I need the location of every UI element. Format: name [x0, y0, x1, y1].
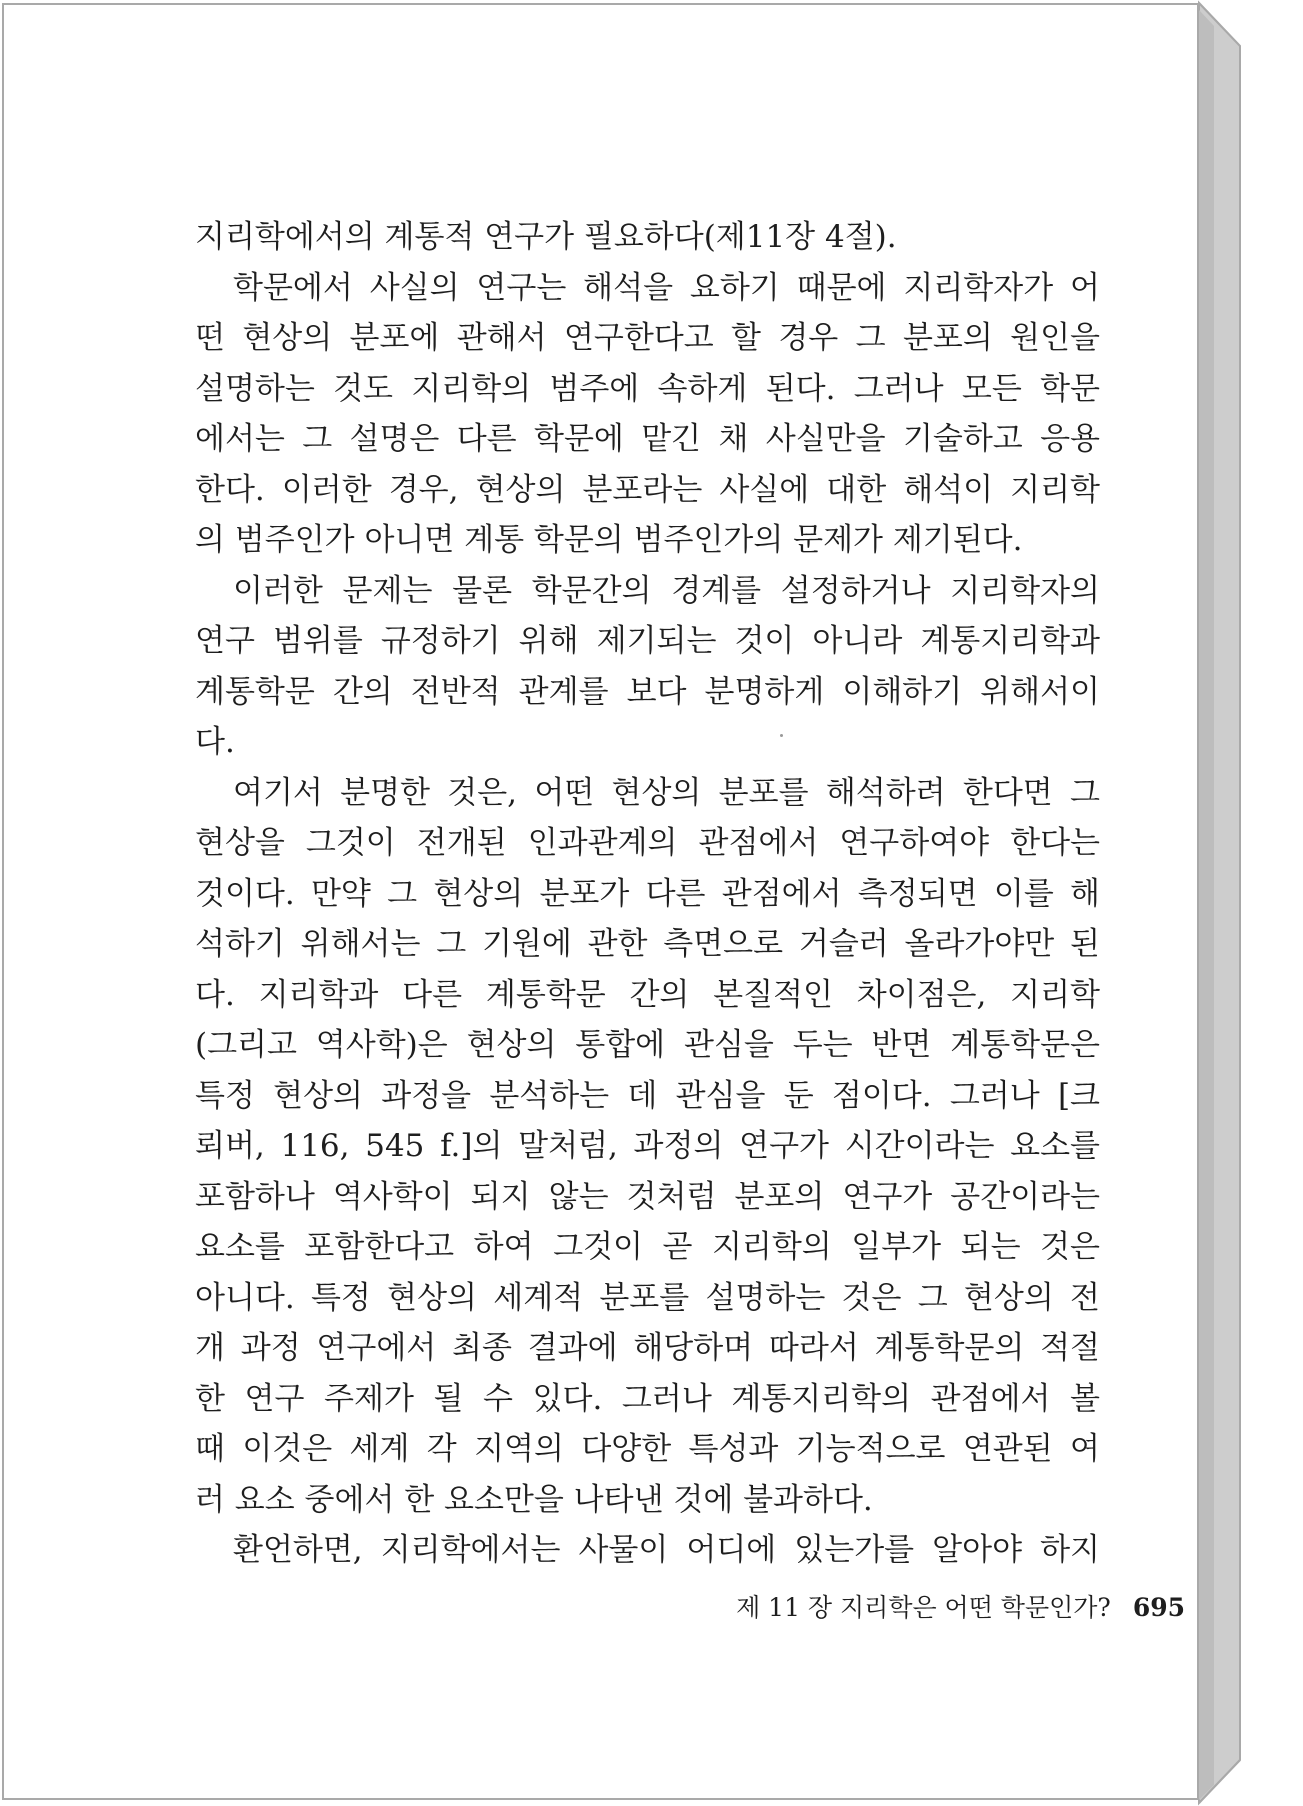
- text-line: 포함하나 역사학이 되지 않는 것처럼 분포의 연구가 공간이라는: [195, 1178, 1100, 1215]
- scan-speck: [780, 734, 783, 737]
- text-line: 연구 범위를 규정하기 위해 제기되는 것이 아니라 계통지리학과: [195, 623, 1100, 659]
- text-line: 학문에서 사실의 연구는 해석을 요하기 때문에 지리학자가 어: [233, 269, 1100, 306]
- text-line: 이러한 문제는 물론 학문간의 경계를 설정하거나 지리학자의: [233, 572, 1100, 609]
- text-line: 요소를 포함한다고 하여 그것이 곧 지리학의 일부가 되는 것은: [195, 1229, 1100, 1265]
- text-line: 다.: [195, 724, 235, 760]
- text-line: 다. 지리학과 다른 계통학문 간의 본질적인 차이점은, 지리학: [195, 976, 1100, 1013]
- page-number: 695: [1132, 1593, 1185, 1622]
- text-line: 지리학에서의 계통적 연구가 필요하다(제11장 4절).: [195, 219, 897, 255]
- text-line: 러 요소 중에서 한 요소만을 나타낸 것에 불과하다.: [195, 1481, 873, 1518]
- text-line: 한다. 이러한 경우, 현상의 분포라는 사실에 대한 해석이 지리학: [195, 471, 1100, 508]
- text-line: 것이다. 만약 그 현상의 분포가 다른 관점에서 측정되면 이를 해: [195, 875, 1100, 912]
- text-line: 의 범주인가 아니면 계통 학문의 범주인가의 문제가 제기된다.: [195, 522, 1023, 558]
- text-line: 특정 현상의 과정을 분석하는 데 관심을 둔 점이다. 그러나 [크: [195, 1077, 1100, 1114]
- text-line: 개 과정 연구에서 최종 결과에 해당하며 따라서 계통학문의 적절: [195, 1330, 1100, 1366]
- text-line: 환언하면, 지리학에서는 사물이 어디에 있는가를 알아야 하지: [233, 1532, 1100, 1568]
- body-text: [195, 212, 1100, 1576]
- text-line: 설명하는 것도 지리학의 범주에 속하게 된다. 그러나 모든 학문: [195, 370, 1100, 407]
- text-line: 아니다. 특정 현상의 세계적 분포를 설명하는 것은 그 현상의 전: [195, 1279, 1100, 1316]
- text-line: 현상을 그것이 전개된 인과관계의 관점에서 연구하여야 한다는: [195, 825, 1100, 861]
- text-line: (그리고 역사학)은 현상의 통합에 관심을 두는 반면 계통학문은: [195, 1027, 1100, 1063]
- text-line: 에서는 그 설명은 다른 학문에 맡긴 채 사실만을 기술하고 응용: [195, 421, 1100, 457]
- text-line: 한 연구 주제가 될 수 있다. 그러나 계통지리학의 관점에서 볼: [195, 1380, 1100, 1417]
- text-line: 계통학문 간의 전반적 관계를 보다 분명하게 이해하기 위해서이: [195, 673, 1100, 710]
- text-line: 여기서 분명한 것은, 어떤 현상의 분포를 해석하려 한다면 그: [233, 774, 1100, 811]
- text-line: 뢰버, 116, 545 f.]의 말처럼, 과정의 연구가 시간이라는 요소를: [195, 1128, 1100, 1164]
- edge-inner-shadow: [1199, 10, 1214, 1800]
- text-line: 석하기 위해서는 그 기원에 관한 측면으로 거슬러 올라가야만 된: [195, 926, 1100, 962]
- text-line: 떤 현상의 분포에 관해서 연구한다고 할 경우 그 분포의 원인을: [195, 320, 1100, 356]
- text-line: 때 이것은 세계 각 지역의 다양한 특성과 기능적으로 연관된 여: [195, 1431, 1100, 1467]
- page-footer: [736, 1588, 1185, 1624]
- running-head: 제 11 장 지리학은 어떤 학문인가?: [736, 1593, 1111, 1622]
